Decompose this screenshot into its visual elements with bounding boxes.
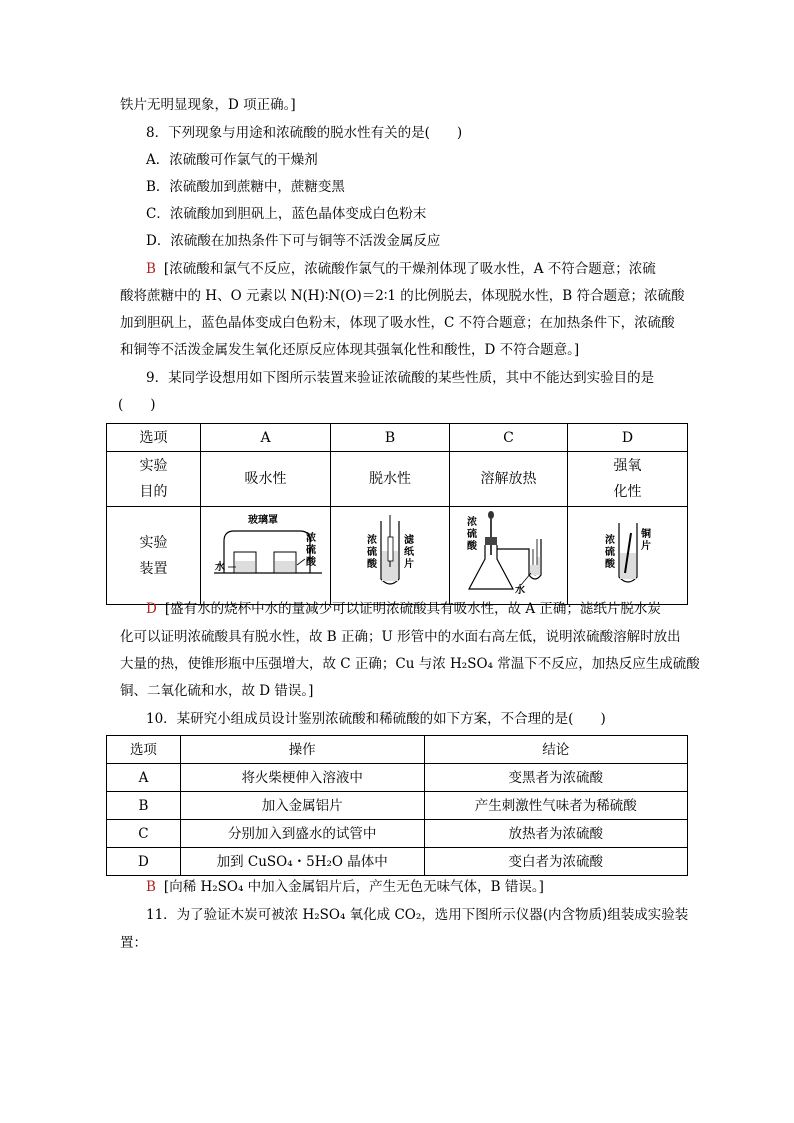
label-acid: 硫 (466, 529, 477, 540)
explanation-line: 铜、二氧化硫和水，故 D 错误。] (120, 683, 314, 699)
label-acid: 浓 (466, 517, 477, 528)
explanation-text: [盛有水的烧杯中水的量减少可以证明浓硫酸具有吸水性，故 A 正确；滤纸片脱水炭 (164, 601, 661, 617)
label-water: 水 (514, 585, 525, 595)
table-header-cell: A (201, 424, 331, 452)
label-acid: 酸 (604, 559, 615, 570)
apparatus-c (450, 507, 568, 605)
label-acid: 酸 (305, 557, 316, 568)
table-cell: 变黑者为浓硫酸 (424, 764, 688, 792)
table-header-cell: 操作 (180, 736, 424, 764)
table-cell: 脱水性 (331, 452, 450, 507)
option-8b: B．浓硫酸加到蔗糖中，蔗糖变黑 (146, 179, 345, 195)
table-cell: 溶解放热 (450, 452, 568, 507)
apparatus-d (568, 507, 688, 605)
table-header-cell: C (450, 424, 568, 452)
question-10: 10．某研究小组成员设计鉴别浓硫酸和稀硫酸的如下方案，不合理的是( ) (146, 711, 606, 727)
copper-test-tube-apparatus (569, 507, 687, 595)
question-11: 11．为了验证木炭可被浓 H₂SO₄ 氧化成 CO₂，选用下图所示仪器(内含物质)组装成实验装 (146, 907, 689, 923)
answer-8 (146, 260, 656, 278)
experiment-table (106, 423, 688, 605)
answer-letter: D (146, 601, 157, 617)
test-tube-paper-apparatus (332, 507, 449, 595)
question-9: 9．某同学设想用如下图所示装置来验证浓硫酸的某些性质，其中不能达到实验目的是 (146, 370, 655, 386)
label-filter-paper: 纸 (403, 547, 414, 558)
table-row (107, 764, 688, 792)
table-header-cell: D (568, 424, 688, 452)
explanation-text: [浓硫酸和氯气不反应，浓硫酸作氯气的干燥剂体现了吸水性，A 不符合题意；浓硫 (163, 261, 656, 277)
label-acid: 酸 (466, 541, 477, 552)
label-copper: 铜 (640, 529, 651, 540)
table-header-cell: B (331, 424, 450, 452)
label-acid: 浓 (604, 535, 615, 546)
table-row (107, 820, 688, 848)
table-cell: 加入金属铝片 (180, 792, 424, 820)
label-acid: 浓 (305, 533, 316, 544)
table-cell (107, 507, 201, 605)
explanation-line: 和铜等不活泼金属发生氧化还原反应体现其强氧化性和酸性，D 不符合题意。] (120, 342, 580, 358)
cell-line: 实验 (139, 534, 168, 551)
label-acid: 硫 (604, 547, 615, 558)
table-cell: D (107, 848, 181, 876)
table-header-cell: 选项 (107, 736, 181, 764)
label-filter-paper: 滤 (403, 535, 414, 546)
explanation-text: [向稀 H₂SO₄ 中加入金属铝片后，产生无色无味气体，B 错误。] (163, 879, 544, 895)
label-acid: 硫 (305, 545, 316, 556)
option-8d: D．浓硫酸在加热条件下可与铜等不活泼金属反应 (146, 233, 441, 249)
answer-9 (146, 600, 661, 618)
question-8: 8．下列现象与用途和浓硫酸的脱水性有关的是( ) (146, 125, 463, 141)
table-cell: 放热者为浓硫酸 (424, 820, 688, 848)
label-acid: 酸 (366, 559, 377, 570)
table-cell: B (107, 792, 181, 820)
explanation-line: 大量的热，使锥形瓶中压强增大，故 C 正确；Cu 与浓 H₂SO₄ 常温下不反应，加热反应生成硫酸 (120, 656, 700, 672)
table-cell (107, 452, 201, 507)
glass-cover-apparatus (202, 507, 330, 595)
table-row (107, 848, 688, 876)
answer-10 (146, 878, 544, 896)
table-cell: C (107, 820, 181, 848)
explanation-line: 加到胆矾上，蓝色晶体变成白色粉末，体现了吸水性，C 不符合题意；在加热条件下，浓硫酸 (120, 315, 675, 331)
table-cell (568, 452, 688, 507)
label-copper: 片 (640, 541, 651, 552)
answer-letter: B (146, 879, 156, 895)
table-cell: 加到 CuSO₄・5H₂O 晶体中 (180, 848, 424, 876)
table-row (107, 792, 688, 820)
label-filter-paper: 片 (403, 559, 414, 570)
table-cell: 分别加入到盛水的试管中 (180, 820, 424, 848)
table-cell: 吸水性 (201, 452, 331, 507)
flask-u-tube-apparatus (451, 507, 567, 595)
option-8c: C．浓硫酸加到胆矾上，蓝色晶体变成白色粉末 (146, 206, 427, 222)
question-11-cont: 置： (120, 935, 147, 951)
identification-table (106, 735, 688, 876)
label-water: 水 (214, 562, 225, 573)
table-cell: A (107, 764, 181, 792)
label-glass-cover: 玻璃罩 (247, 515, 278, 526)
cell-line: 装置 (139, 560, 168, 577)
cell-line: 化性 (613, 484, 642, 500)
table-cell: 产生刺激性气味者为稀硫酸 (424, 792, 688, 820)
text-line: 铁片无明显现象，D 项正确。] (120, 97, 296, 113)
label-acid: 硫 (366, 547, 377, 558)
table-header-cell: 选项 (107, 424, 201, 452)
question-9-paren: ( ) (118, 397, 156, 413)
option-8a: A．浓硫酸可作氯气的干燥剂 (146, 152, 318, 168)
explanation-line: 化可以证明浓硫酸具有脱水性，故 B 正确；U 形管中的水面右高左低，说明浓硫酸溶解时放出 (120, 629, 681, 645)
cell-line: 强氧 (613, 458, 642, 474)
apparatus-a (201, 507, 331, 605)
table-cell: 变白者为浓硫酸 (424, 848, 688, 876)
cell-line: 实验 (139, 458, 168, 474)
table-header-cell: 结论 (424, 736, 688, 764)
explanation-line: 酸将蔗糖中的 H、O 元素以 N(H)∶N(O)＝2∶1 的比例脱去，体现脱水性，B 符合题意；浓硫酸 (120, 288, 685, 304)
answer-letter: B (146, 261, 156, 277)
table-cell: 将火柴梗伸入溶液中 (180, 764, 424, 792)
apparatus-b (331, 507, 450, 605)
label-acid: 浓 (366, 535, 377, 546)
cell-line: 目的 (139, 484, 168, 500)
